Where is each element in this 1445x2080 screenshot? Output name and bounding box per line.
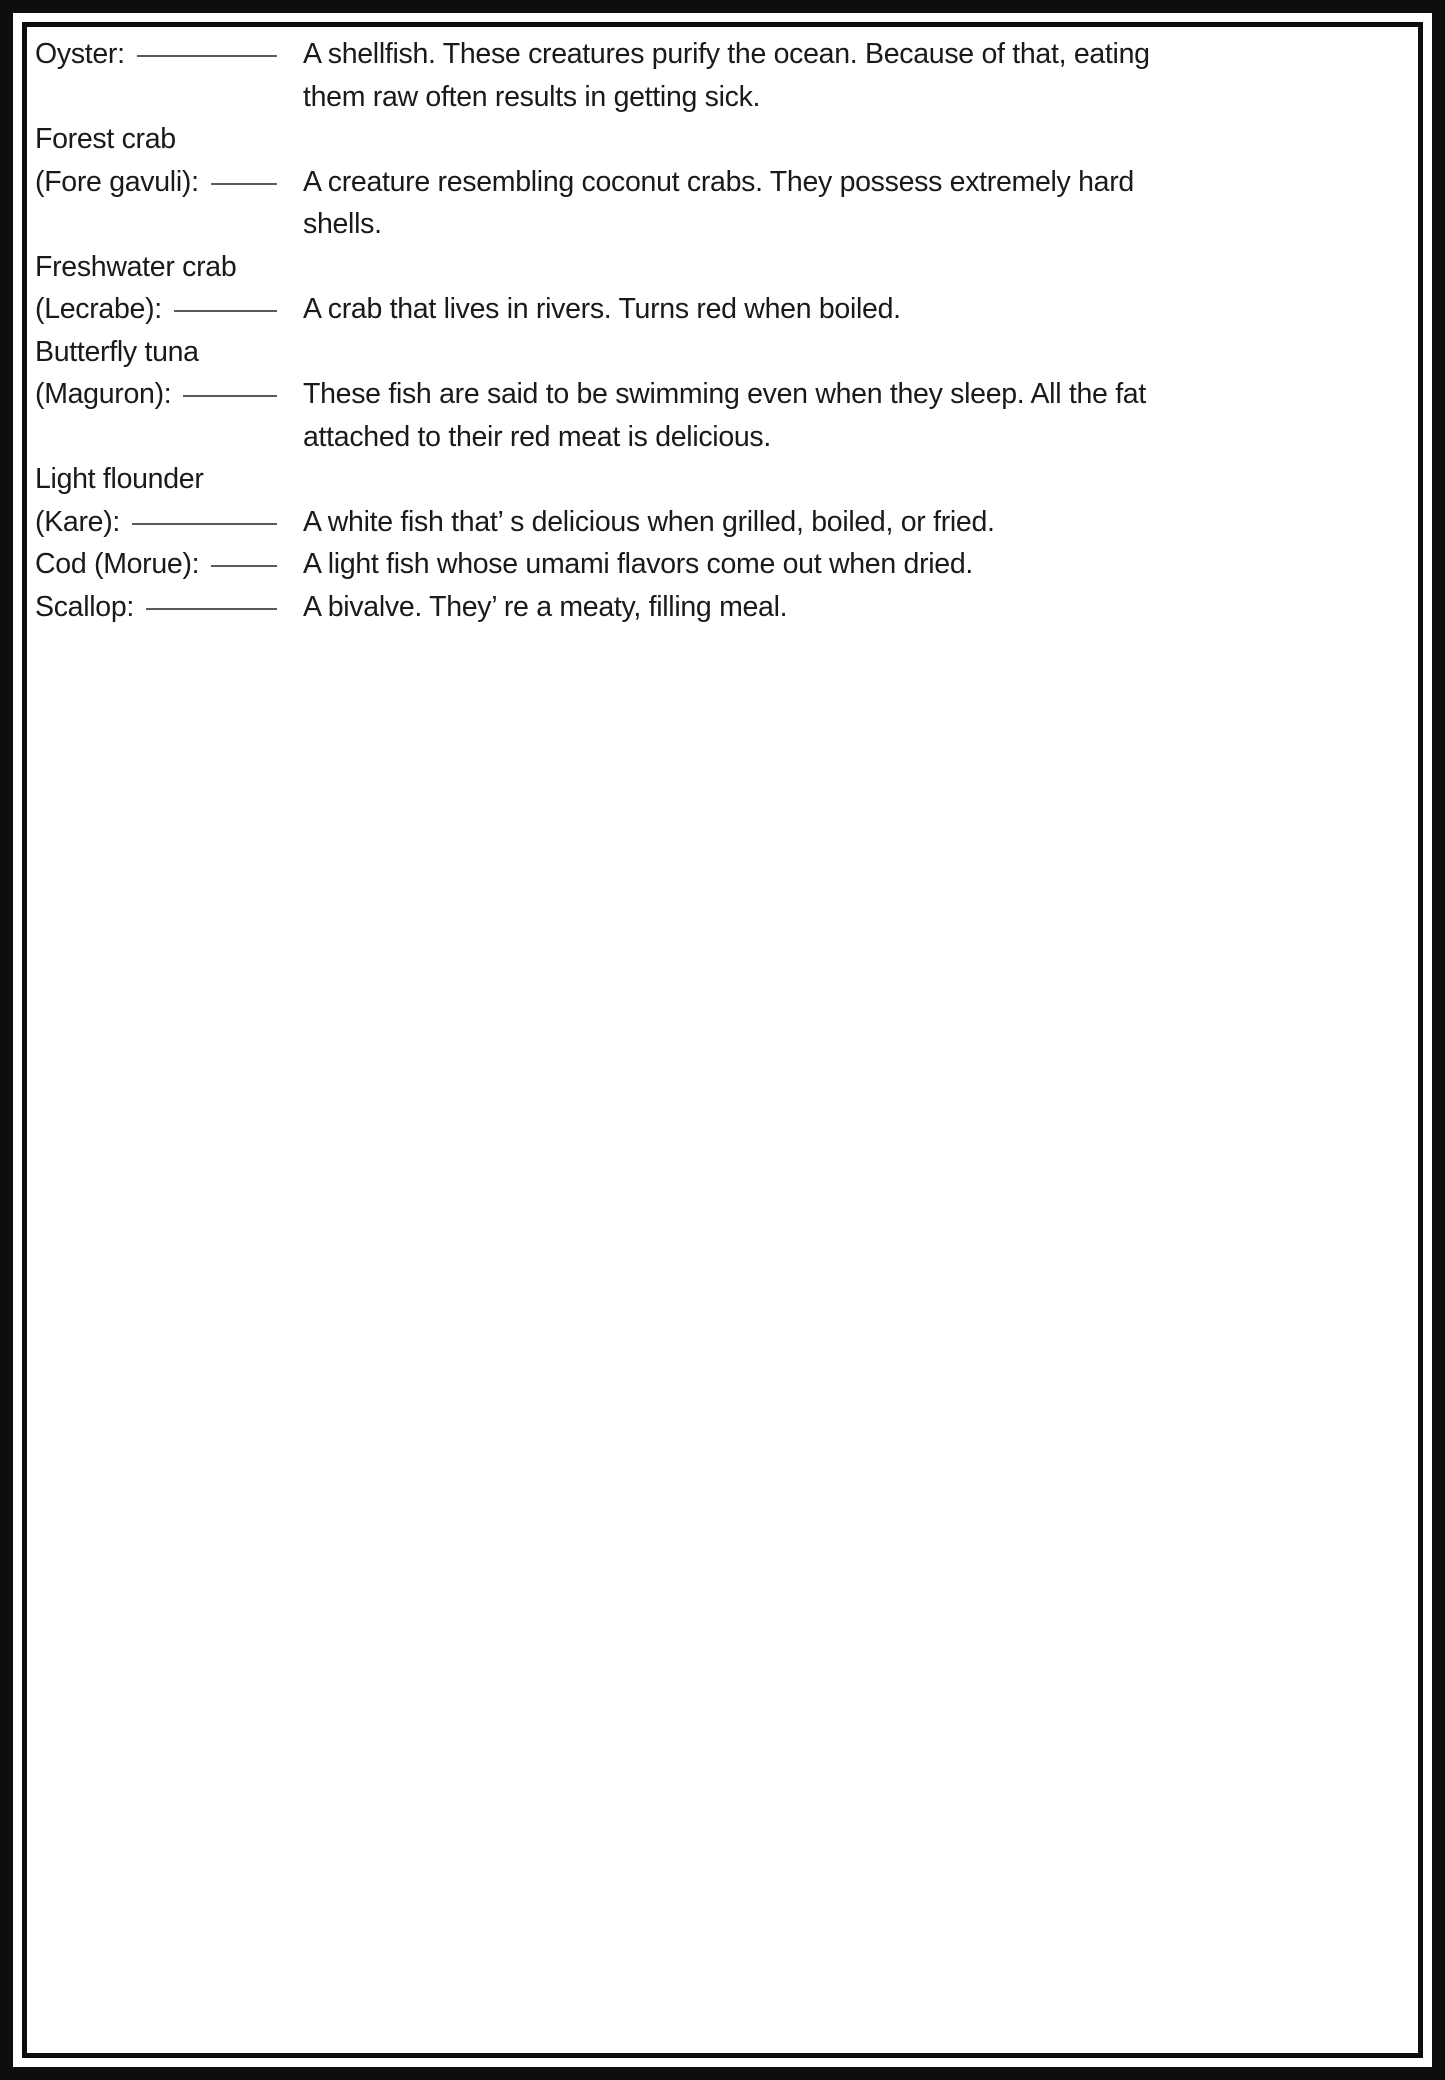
description-cell (281, 416, 771, 459)
term-cell (35, 458, 281, 501)
description-text: shells. (303, 208, 382, 240)
glossary-list (35, 33, 1408, 628)
entry-row (35, 288, 1408, 331)
entry-row (35, 118, 1408, 161)
description-text: A white fish that’ s delicious when grilled, boiled, or fried. (303, 505, 995, 538)
description-cell (281, 161, 1134, 204)
description-cell (281, 288, 901, 331)
entry-row (35, 161, 1408, 204)
glossary-entry (35, 586, 1408, 629)
term-cell (35, 586, 281, 629)
description-text: A bivalve. They’ re a meaty, filling meal. (303, 590, 788, 623)
description-text: A light fish whose umami flavors come out when dried. (303, 548, 974, 580)
description-cell (281, 543, 973, 586)
description-text: attached to their red meat is delicious. (303, 420, 772, 453)
term-text: Light flounder (35, 463, 204, 495)
description-cell (281, 33, 1150, 76)
entry-row (35, 586, 1408, 629)
glossary-entry (35, 543, 1408, 586)
term-cell (35, 33, 281, 76)
glossary-entry (35, 331, 1408, 459)
entry-row (35, 543, 1408, 586)
term-text: Forest crab (35, 123, 176, 155)
term-cell (35, 288, 281, 331)
glossary-entry (35, 118, 1408, 246)
entry-row (35, 246, 1408, 289)
term-text: Butterfly tuna (35, 335, 199, 368)
description-cell (281, 203, 382, 246)
entry-row (35, 33, 1408, 76)
term-text: (Lecrabe): (35, 293, 162, 325)
leader-line (137, 55, 277, 57)
description-text: A creature resembling coconut crabs. They possess extremely hard (303, 165, 1134, 198)
entry-row (35, 331, 1408, 374)
entry-row (35, 416, 1408, 459)
description-cell (281, 76, 760, 119)
inner-border (22, 22, 1423, 2058)
entry-row (35, 501, 1408, 544)
glossary-entry (35, 33, 1408, 118)
description-text: A shellfish. These creatures purify the ocean. Because of that, eating (303, 38, 1150, 70)
term-cell (35, 246, 281, 289)
term-text: Oyster: (35, 38, 125, 70)
term-cell (35, 161, 281, 204)
term-cell (35, 501, 281, 544)
leader-line (132, 523, 277, 525)
term-cell (35, 543, 281, 586)
description-cell (281, 586, 787, 629)
description-cell (281, 501, 995, 544)
entry-row (35, 373, 1408, 416)
glossary-entry (35, 246, 1408, 331)
term-text: Freshwater crab (35, 250, 237, 283)
term-text: (Maguron): (35, 378, 172, 410)
entry-row (35, 203, 1408, 246)
description-text: These fish are said to be swimming even when they sleep. All the fat (303, 378, 1146, 410)
leader-line (211, 565, 277, 567)
term-text: Scallop: (35, 590, 134, 623)
leader-line (174, 310, 277, 312)
leader-line (211, 183, 277, 185)
description-cell (281, 373, 1146, 416)
entry-row (35, 458, 1408, 501)
entry-row (35, 76, 1408, 119)
term-text: (Fore gavuli): (35, 165, 199, 198)
leader-line (183, 395, 277, 397)
leader-line (146, 608, 277, 610)
term-cell (35, 373, 281, 416)
term-text: (Kare): (35, 505, 121, 538)
description-text: A crab that lives in rivers. Turns red when boiled. (303, 293, 901, 325)
term-cell (35, 118, 281, 161)
glossary-entry (35, 458, 1408, 543)
description-text: them raw often results in getting sick. (303, 80, 761, 113)
term-text: Cod (Morue): (35, 548, 200, 580)
term-cell (35, 331, 281, 374)
